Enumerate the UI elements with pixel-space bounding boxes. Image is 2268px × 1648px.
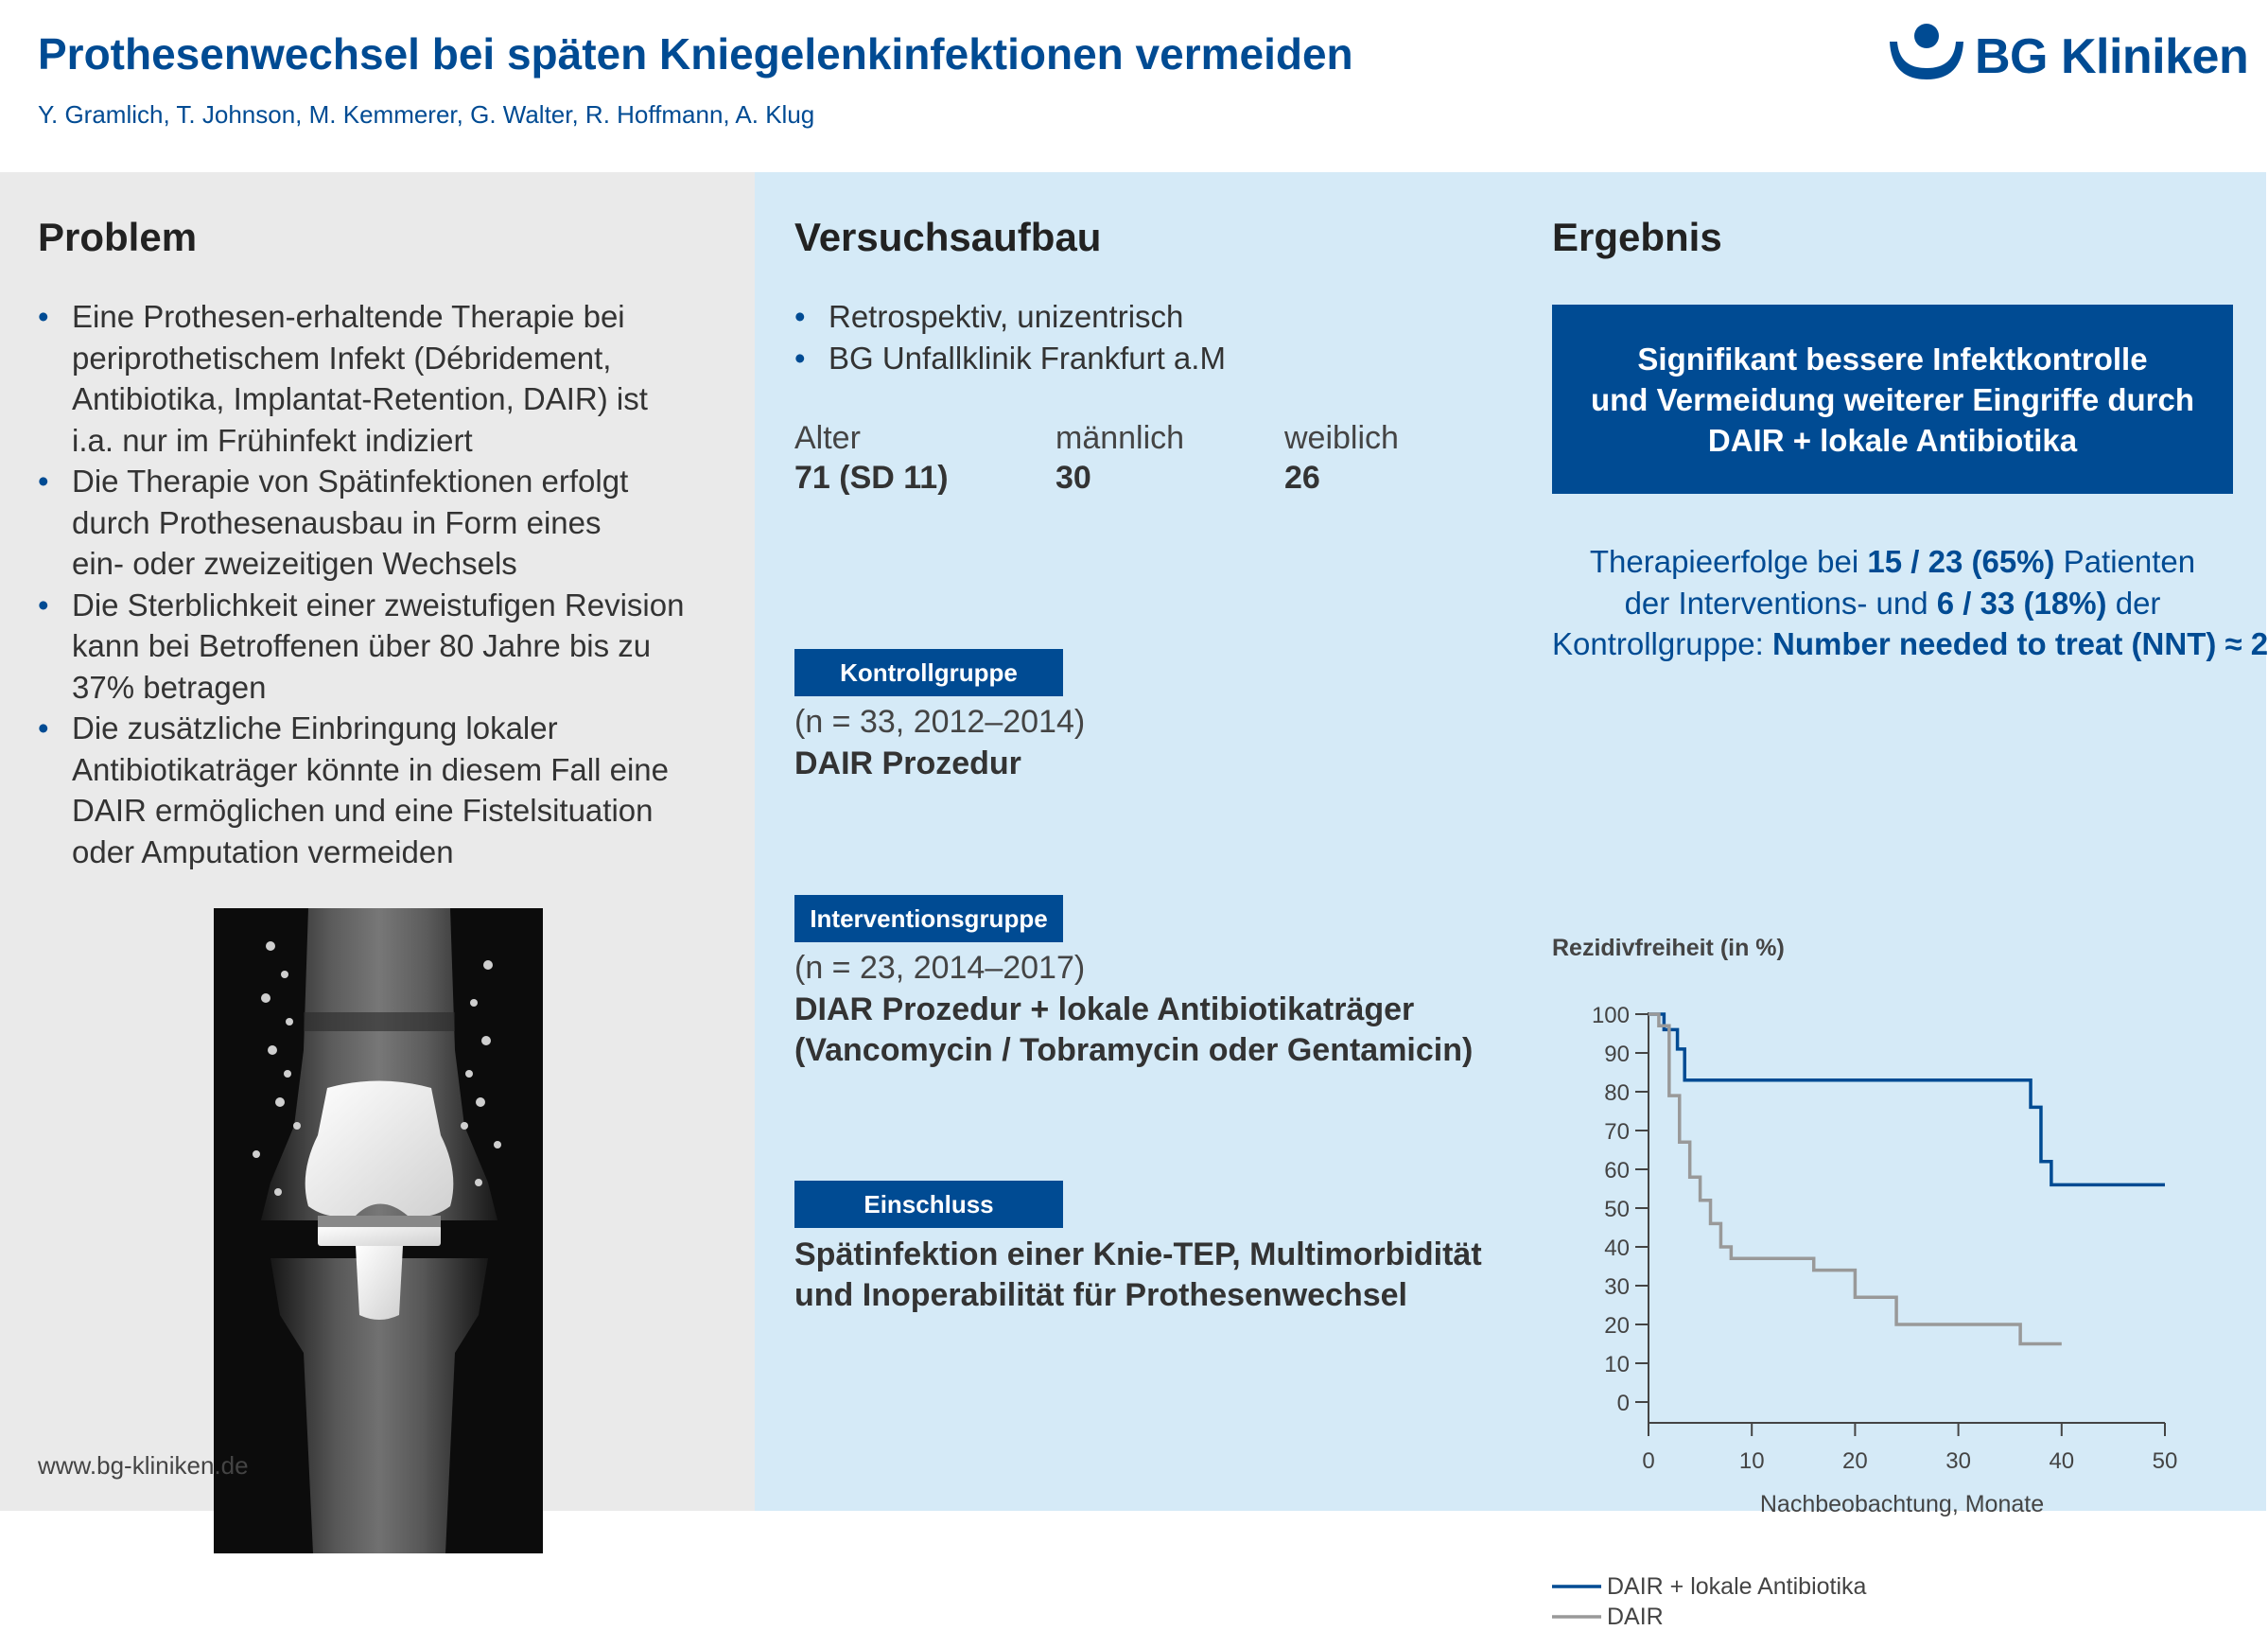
legend-label: DAIR xyxy=(1607,1604,1664,1630)
problem-bullet-1-line: Antibiotika, Implantat-Retention, DAIR) ist xyxy=(72,381,648,416)
setup-bullet-list xyxy=(794,296,1457,378)
problem-bullet-2-line: • Die Therapie von Spätinfektionen erfolgt xyxy=(72,464,629,499)
x-tick-label: 40 xyxy=(2049,1448,2075,1474)
bg-kliniken-logo[interactable] xyxy=(1888,23,2249,85)
problem-bullet-list xyxy=(38,296,738,872)
intervention-group-desc-line-2: (Vancomycin / Tobramycin oder Gentamicin) xyxy=(794,1032,1474,1068)
inclusion-tag: Einschluss xyxy=(794,1181,1063,1228)
y-tick-label: 0 xyxy=(1616,1391,1630,1416)
y-tick-label: 20 xyxy=(1604,1313,1630,1339)
problem-bullet-4-line: Antibiotikaträger könnte in diesem Fall eine xyxy=(72,751,670,787)
problem-bullet-1 xyxy=(38,296,738,461)
problem-bullet-3-line: kann bei Betroffenen über 80 Jahre bis zu xyxy=(72,628,652,663)
problem-bullet-3-line: • Die Sterblichkeit einer zweistufigen Revision xyxy=(72,587,685,622)
nnt-value: Number needed to treat (NNT) ≈ 2 xyxy=(1771,626,2268,661)
y-tick-label: 40 xyxy=(1604,1236,1630,1261)
y-tick-label: 30 xyxy=(1604,1274,1630,1300)
therapy-line2-post: der xyxy=(2106,585,2161,621)
therapy-success-text xyxy=(1552,541,2268,665)
therapy-intervention-rate: 15 / 23 (65%) xyxy=(1867,544,2055,579)
demographic-value-female: 26 xyxy=(1284,460,1320,496)
y-tick-label: 50 xyxy=(1604,1197,1630,1222)
knee-xray-image xyxy=(214,908,543,1553)
x-tick-label: 50 xyxy=(2152,1448,2178,1474)
y-tick-label: 80 xyxy=(1604,1080,1630,1106)
result-highlight-box xyxy=(1552,305,2233,494)
demographic-value-male: 30 xyxy=(1055,460,1091,496)
result-box-line-1: Signifikant bessere Infektkontrolle xyxy=(1637,342,2148,377)
chart-title: Rezidivfreiheit (in %) xyxy=(1552,935,1785,961)
therapy-line2-pre: der Interventions- und xyxy=(1624,585,1937,621)
problem-bullet-2-line: ein- oder zweizeitigen Wechsels xyxy=(72,546,517,581)
intervention-group-tag: Interventionsgruppe xyxy=(794,895,1063,942)
inclusion-desc-line-1: Spätinfektion einer Knie-TEP, Multimorbidität xyxy=(794,1236,1482,1272)
result-heading: Ergebnis xyxy=(1552,215,1722,259)
problem-column xyxy=(0,172,755,1511)
y-tick-label: 90 xyxy=(1604,1042,1630,1067)
problem-bullet-2-line: durch Prothesenausbau in Form eines xyxy=(72,504,602,540)
y-tick-label: 100 xyxy=(1591,1003,1630,1028)
intervention-group-desc-line-1: DIAR Prozedur + lokale Antibiotikaträger xyxy=(794,991,1415,1027)
control-group-n: (n = 33, 2012–2014) xyxy=(794,704,1086,740)
control-group-tag: Kontrollgruppe xyxy=(794,649,1063,696)
problem-bullet-4-line: • Die zusätzliche Einbringung lokaler xyxy=(72,710,558,745)
x-tick-label: 0 xyxy=(1642,1448,1655,1474)
problem-bullet-4-line: oder Amputation vermeiden xyxy=(72,833,454,869)
authors: Y. Gramlich, T. Johnson, M. Kemmerer, G. Walter, R. Hoffmann, A. Klug xyxy=(38,100,815,129)
y-tick-label: 60 xyxy=(1604,1158,1630,1183)
therapy-line1-post: Patienten xyxy=(2054,544,2196,579)
series-line-dair xyxy=(1649,1014,2062,1344)
therapy-line1-pre: Therapieerfolge bei xyxy=(1589,544,1868,579)
x-axis-label: Nachbeobachtung, Monate xyxy=(1759,1491,2045,1517)
x-tick-label: 30 xyxy=(1945,1448,1971,1474)
setup-result-column xyxy=(755,172,2268,1630)
control-group-desc-line: DAIR Prozedur xyxy=(794,745,1021,781)
result-box-line-3: DAIR + lokale Antibiotika xyxy=(1707,423,2078,458)
setup-bullet-2-line: • BG Unfallklinik Frankfurt a.M xyxy=(829,340,1226,376)
setup-bullet-2 xyxy=(794,338,1457,379)
demographic-value-age: 71 (SD 11) xyxy=(794,460,949,496)
problem-bullet-1-line: periprothetischem Infekt (Débridement, xyxy=(72,340,612,376)
setup-bullet-1 xyxy=(794,296,1457,338)
therapy-line3-pre: Kontrollgruppe: xyxy=(1552,626,1772,661)
problem-bullet-2 xyxy=(38,461,738,585)
series-line-dair-antibiotics xyxy=(1649,1014,2165,1184)
problem-bullet-3-line: 37% betragen xyxy=(72,669,267,705)
setup-heading: Versuchsaufbau xyxy=(794,215,1102,259)
problem-bullet-4 xyxy=(38,708,738,872)
y-tick-label: 70 xyxy=(1604,1119,1630,1145)
y-tick-label: 10 xyxy=(1604,1352,1630,1377)
logo-mark-icon xyxy=(1888,23,1965,81)
demographic-label-female: weiblich xyxy=(1284,420,1399,456)
x-tick-label: 10 xyxy=(1738,1448,1765,1474)
problem-bullet-1-line: i.a. nur im Frühinfekt indiziert xyxy=(72,422,473,458)
problem-heading: Problem xyxy=(38,215,198,259)
setup-bullet-1-line: • Retrospektiv, unizentrisch xyxy=(829,299,1184,334)
kaplan-meier-chart xyxy=(1552,749,2233,1648)
page-header xyxy=(0,0,2266,172)
demographic-label-age: Alter xyxy=(794,420,861,456)
inclusion-desc-line-2: und Inoperabilität für Prothesenwechsel xyxy=(794,1277,1407,1313)
problem-bullet-4-line: DAIR ermöglichen und eine Fistelsituation xyxy=(72,793,654,828)
problem-bullet-1-line: • Eine Prothesen-erhaltende Therapie bei xyxy=(72,299,625,334)
demographic-label-male: männlich xyxy=(1055,420,1185,456)
page-title: Prothesenwechsel bei späten Kniegelenkinfektionen vermeiden xyxy=(38,29,1353,79)
website-link[interactable]: www.bg-kliniken.de xyxy=(38,1451,249,1480)
intervention-group-n: (n = 23, 2014–2017) xyxy=(794,950,1086,986)
problem-bullet-3 xyxy=(38,585,738,709)
legend-label: DAIR + lokale Antibiotika xyxy=(1607,1573,1867,1600)
x-tick-label: 20 xyxy=(1842,1448,1868,1474)
therapy-control-rate: 6 / 33 (18%) xyxy=(1936,585,2107,621)
logo-text: BG Kliniken xyxy=(1975,29,2249,84)
result-box-line-2: und Vermeidung weiterer Eingriffe durch xyxy=(1590,382,2195,417)
